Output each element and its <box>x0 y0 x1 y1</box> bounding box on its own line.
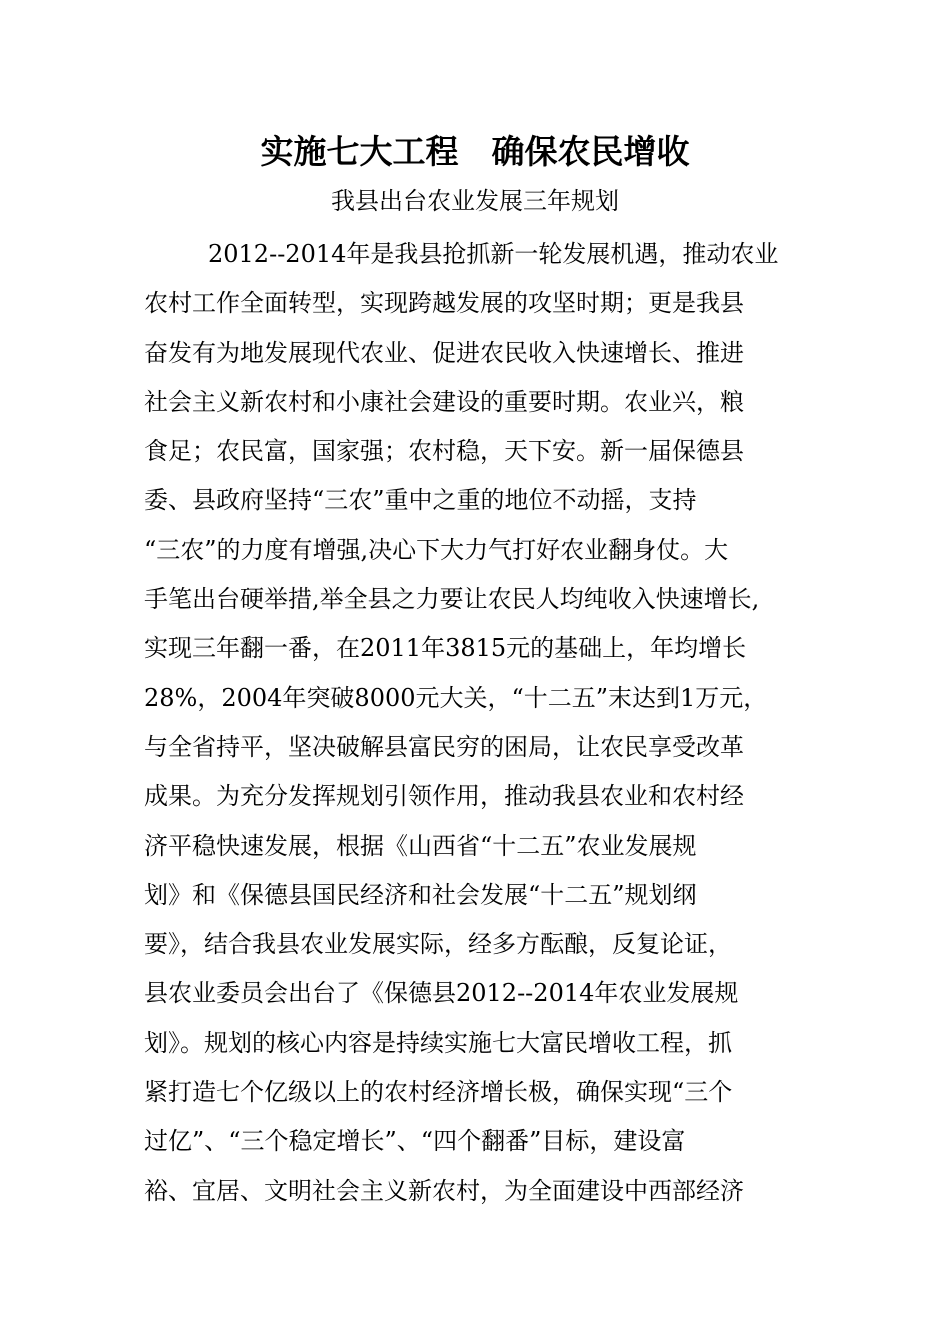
text-line: “三农”的力度有增强,决心下大力气打好农业翻身仗。大 <box>144 535 729 564</box>
text-line: 县农业委员会出台了《保德县2012--2014年农业发展规 <box>144 979 739 1008</box>
text-line: 紧打造七个亿级以上的农村经济增长极，确保实现“三个 <box>144 1078 733 1107</box>
document-subtitle: 我县出台农业发展三年规划 <box>331 187 619 215</box>
text-line: 食足；农民富，国家强；农村稳，天下安。新一届保德县 <box>144 437 744 466</box>
text-line: 要》，结合我县农业发展实际，经多方酝酿，反复论证， <box>144 930 732 959</box>
text-line: 划》和《保德县国民经济和社会发展“十二五”规划纲 <box>144 880 697 909</box>
text-line: 奋发有为地发展现代农业、促进农民收入快速增长、推进 <box>144 338 744 367</box>
text-line: 实现三年翻一番，在2011年3815元的基础上，年均增长 <box>144 634 747 663</box>
text-line: 2012--2014年是我县抢抓新一轮发展机遇，推动农业 <box>208 240 779 268</box>
text-line: 农村工作全面转型，实现跨越发展的攻坚时期；更是我县 <box>144 289 744 318</box>
text-line: 28%，2004年突破8000元大关，“十二五”末达到1万元， <box>144 683 768 712</box>
text-line: 裕、宜居、文明社会主义新农村，为全面建设中西部经济 <box>144 1176 744 1205</box>
text-line: 成果。为充分发挥规划引领作用，推动我县农业和农村经 <box>144 782 744 811</box>
text-line: 手笔出台硬举措,举全县之力要让农民人均纯收入快速增长, <box>144 585 760 614</box>
body-paragraph <box>144 230 824 1216</box>
document-title: 实施七大工程 确保农民增收 <box>260 132 690 171</box>
text-line: 社会主义新农村和小康社会建设的重要时期。农业兴，粮 <box>144 387 744 416</box>
text-line: 过亿”、“三个稳定增长”、“四个翻番”目标，建设富 <box>144 1127 686 1156</box>
text-line: 委、县政府坚持“三农”重中之重的地位不动摇，支持 <box>144 486 697 515</box>
text-line: 济平稳快速发展，根据《山西省“十二五”农业发展规 <box>144 831 697 860</box>
text-line: 与全省持平，坚决破解县富民穷的困局，让农民享受改革 <box>144 732 744 761</box>
text-line: 划》。规划的核心内容是持续实施七大富民增收工程，抓 <box>144 1028 732 1057</box>
